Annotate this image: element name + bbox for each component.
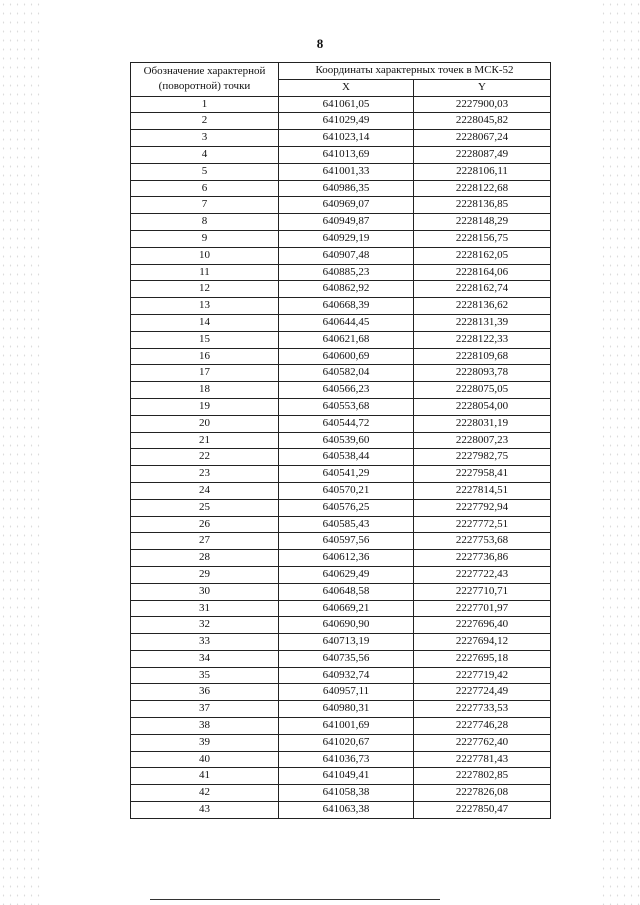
table-row — [131, 583, 551, 600]
table-row — [131, 785, 551, 802]
point-number: 22 — [131, 449, 279, 466]
page-number: 8 — [316, 36, 324, 51]
point-number: 9 — [131, 230, 279, 247]
coord-x: 640907,48 — [279, 247, 414, 264]
point-number: 23 — [131, 466, 279, 483]
table-row — [131, 432, 551, 449]
coord-y: 2227719,42 — [414, 667, 551, 684]
coord-x: 641063,38 — [279, 802, 414, 819]
header-x: X — [279, 79, 414, 96]
coord-y: 2228162,05 — [414, 247, 551, 264]
coord-y: 2228156,75 — [414, 230, 551, 247]
table-row — [131, 533, 551, 550]
table-row — [131, 214, 551, 231]
coord-x: 641023,14 — [279, 130, 414, 147]
coord-x: 641001,69 — [279, 718, 414, 735]
coord-x: 640980,31 — [279, 701, 414, 718]
coord-x: 640969,07 — [279, 197, 414, 214]
scan-noise-left — [0, 0, 40, 905]
coord-y: 2228109,68 — [414, 348, 551, 365]
coord-x: 641058,38 — [279, 785, 414, 802]
header-coordinates: Координаты характерных точек в МСК-52 — [279, 63, 551, 80]
table-row — [131, 365, 551, 382]
coord-x: 640735,56 — [279, 650, 414, 667]
table-row — [131, 96, 551, 113]
point-number: 27 — [131, 533, 279, 550]
coord-x: 640566,23 — [279, 382, 414, 399]
point-number: 39 — [131, 734, 279, 751]
coord-y: 2227814,51 — [414, 482, 551, 499]
table-row — [131, 466, 551, 483]
point-number: 37 — [131, 701, 279, 718]
point-number: 2 — [131, 113, 279, 130]
table-row — [131, 449, 551, 466]
table-row — [131, 667, 551, 684]
point-number: 29 — [131, 566, 279, 583]
point-number: 7 — [131, 197, 279, 214]
header-designation: Обозначение характерной (поворотной) точки — [131, 63, 279, 97]
point-number: 17 — [131, 365, 279, 382]
coord-x: 640648,58 — [279, 583, 414, 600]
coord-y: 2227695,18 — [414, 650, 551, 667]
point-number: 19 — [131, 398, 279, 415]
point-number: 1 — [131, 96, 279, 113]
point-number: 38 — [131, 718, 279, 735]
table-row — [131, 180, 551, 197]
coord-x: 640669,21 — [279, 600, 414, 617]
table-row — [131, 718, 551, 735]
table-row — [131, 634, 551, 651]
coord-x: 640644,45 — [279, 314, 414, 331]
coord-y: 2227710,71 — [414, 583, 551, 600]
coord-y: 2228087,49 — [414, 146, 551, 163]
coord-x: 640629,49 — [279, 566, 414, 583]
point-number: 43 — [131, 802, 279, 819]
table-row — [131, 482, 551, 499]
coord-x: 640570,21 — [279, 482, 414, 499]
coord-y: 2227701,97 — [414, 600, 551, 617]
coord-x: 641001,33 — [279, 163, 414, 180]
coord-x: 640539,60 — [279, 432, 414, 449]
coord-y: 2227781,43 — [414, 751, 551, 768]
coord-x: 640585,43 — [279, 516, 414, 533]
coord-y: 2227722,43 — [414, 566, 551, 583]
coord-y: 2227762,40 — [414, 734, 551, 751]
header-y: Y — [414, 79, 551, 96]
point-number: 3 — [131, 130, 279, 147]
table-row — [131, 281, 551, 298]
coord-y: 2228136,62 — [414, 298, 551, 315]
table-row — [131, 130, 551, 147]
coord-x: 640538,44 — [279, 449, 414, 466]
table-row — [131, 617, 551, 634]
coord-y: 2227696,40 — [414, 617, 551, 634]
table-row — [131, 734, 551, 751]
coord-y: 2227736,86 — [414, 550, 551, 567]
coord-y: 2228136,85 — [414, 197, 551, 214]
coord-y: 2227724,49 — [414, 684, 551, 701]
coord-y: 2228122,33 — [414, 331, 551, 348]
table-row — [131, 802, 551, 819]
table-row — [131, 230, 551, 247]
table-row — [131, 566, 551, 583]
coord-y: 2228148,29 — [414, 214, 551, 231]
point-number: 14 — [131, 314, 279, 331]
coord-x: 641029,49 — [279, 113, 414, 130]
table-row — [131, 382, 551, 399]
point-number: 4 — [131, 146, 279, 163]
point-number: 18 — [131, 382, 279, 399]
coord-x: 640986,35 — [279, 180, 414, 197]
point-number: 35 — [131, 667, 279, 684]
coord-y: 2228007,23 — [414, 432, 551, 449]
point-number: 20 — [131, 415, 279, 432]
coord-x: 641061,05 — [279, 96, 414, 113]
coordinates-table — [130, 62, 551, 819]
point-number: 12 — [131, 281, 279, 298]
point-number: 36 — [131, 684, 279, 701]
coord-x: 640932,74 — [279, 667, 414, 684]
point-number: 33 — [131, 634, 279, 651]
coord-x: 640668,39 — [279, 298, 414, 315]
coord-y: 2227900,03 — [414, 96, 551, 113]
table-row — [131, 415, 551, 432]
coord-x: 640957,11 — [279, 684, 414, 701]
coord-y: 2228093,78 — [414, 365, 551, 382]
coord-y: 2227802,85 — [414, 768, 551, 785]
table-row — [131, 701, 551, 718]
coord-y: 2227826,08 — [414, 785, 551, 802]
coord-x: 641020,67 — [279, 734, 414, 751]
table-row — [131, 264, 551, 281]
coord-y: 2227753,68 — [414, 533, 551, 550]
coord-y: 2228054,00 — [414, 398, 551, 415]
table-row — [131, 684, 551, 701]
coord-x: 640690,90 — [279, 617, 414, 634]
coord-y: 2228031,19 — [414, 415, 551, 432]
point-number: 24 — [131, 482, 279, 499]
coord-x: 640621,68 — [279, 331, 414, 348]
coord-x: 641036,73 — [279, 751, 414, 768]
coord-y: 2227733,53 — [414, 701, 551, 718]
coord-y: 2228067,24 — [414, 130, 551, 147]
point-number: 6 — [131, 180, 279, 197]
coord-x: 640582,04 — [279, 365, 414, 382]
point-number: 34 — [131, 650, 279, 667]
coord-y: 2228164,06 — [414, 264, 551, 281]
point-number: 13 — [131, 298, 279, 315]
coord-x: 640612,36 — [279, 550, 414, 567]
point-number: 5 — [131, 163, 279, 180]
coord-x: 640544,72 — [279, 415, 414, 432]
point-number: 40 — [131, 751, 279, 768]
table-row — [131, 314, 551, 331]
table-row — [131, 499, 551, 516]
coord-x: 640713,19 — [279, 634, 414, 651]
coord-x: 640576,25 — [279, 499, 414, 516]
bottom-rule — [150, 899, 440, 900]
coord-y: 2227982,75 — [414, 449, 551, 466]
coord-x: 641049,41 — [279, 768, 414, 785]
coord-y: 2227958,41 — [414, 466, 551, 483]
table-row — [131, 113, 551, 130]
coord-x: 641013,69 — [279, 146, 414, 163]
point-number: 32 — [131, 617, 279, 634]
table-row — [131, 197, 551, 214]
coord-x: 640929,19 — [279, 230, 414, 247]
coord-x: 640553,68 — [279, 398, 414, 415]
coord-x: 640862,92 — [279, 281, 414, 298]
point-number: 11 — [131, 264, 279, 281]
point-number: 15 — [131, 331, 279, 348]
point-number: 41 — [131, 768, 279, 785]
coord-x: 640541,29 — [279, 466, 414, 483]
coord-y: 2227850,47 — [414, 802, 551, 819]
scan-noise-right — [600, 0, 640, 905]
point-number: 10 — [131, 247, 279, 264]
coord-y: 2228122,68 — [414, 180, 551, 197]
coord-y: 2228131,39 — [414, 314, 551, 331]
coord-y: 2228045,82 — [414, 113, 551, 130]
coord-x: 640597,56 — [279, 533, 414, 550]
table-row — [131, 348, 551, 365]
table-row — [131, 650, 551, 667]
coord-x: 640600,69 — [279, 348, 414, 365]
coord-y: 2227772,51 — [414, 516, 551, 533]
table-row — [131, 751, 551, 768]
coord-y: 2227792,94 — [414, 499, 551, 516]
point-number: 30 — [131, 583, 279, 600]
table-row — [131, 516, 551, 533]
point-number: 25 — [131, 499, 279, 516]
point-number: 42 — [131, 785, 279, 802]
point-number: 26 — [131, 516, 279, 533]
point-number: 31 — [131, 600, 279, 617]
point-number: 21 — [131, 432, 279, 449]
point-number: 8 — [131, 214, 279, 231]
table-row — [131, 247, 551, 264]
coord-y: 2228075,05 — [414, 382, 551, 399]
coord-x: 640949,87 — [279, 214, 414, 231]
table-row — [131, 146, 551, 163]
coord-y: 2228106,11 — [414, 163, 551, 180]
table-row — [131, 768, 551, 785]
table-row — [131, 331, 551, 348]
coord-y: 2227746,28 — [414, 718, 551, 735]
coord-y: 2227694,12 — [414, 634, 551, 651]
coord-y: 2228162,74 — [414, 281, 551, 298]
table-row — [131, 398, 551, 415]
table-row — [131, 298, 551, 315]
coord-x: 640885,23 — [279, 264, 414, 281]
point-number: 28 — [131, 550, 279, 567]
coordinates-rows — [131, 96, 551, 818]
table-row — [131, 163, 551, 180]
table-row — [131, 550, 551, 567]
table-row — [131, 600, 551, 617]
point-number: 16 — [131, 348, 279, 365]
